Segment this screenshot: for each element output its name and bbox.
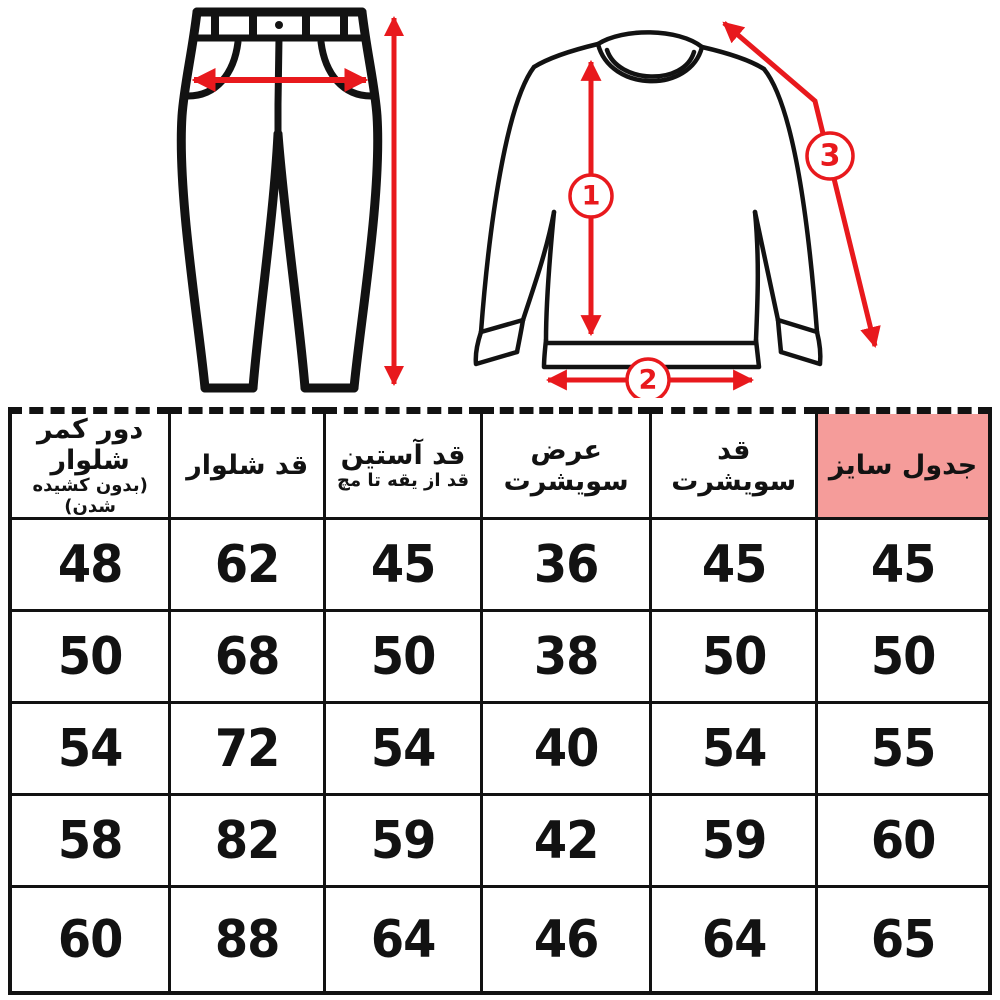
table-row	[10, 795, 990, 887]
header-sleeve-length: قد آستین قد از یقه تا مچ	[325, 411, 482, 519]
size-table	[8, 407, 992, 995]
marker-1-label: 1	[581, 180, 601, 212]
pants-icon	[148, 4, 410, 396]
cell-value: 48	[10, 519, 170, 611]
cell-value: 42	[481, 795, 651, 887]
header-size-chart: جدول سایز	[817, 411, 990, 519]
cell-value: 45	[325, 519, 482, 611]
header-row	[10, 411, 990, 519]
marker-2-label: 2	[638, 364, 658, 396]
header-pants-waist: دور کمر شلوار (بدون کشیده شدن)	[10, 411, 170, 519]
cell-value: 40	[481, 703, 651, 795]
cell-value: 54	[10, 703, 170, 795]
cell-value: 54	[651, 703, 817, 795]
cell-value: 62	[170, 519, 325, 611]
measurement-diagrams	[0, 0, 1000, 404]
sweatshirt-outline	[476, 32, 821, 367]
cell-value: 54	[325, 703, 482, 795]
cell-value: 50	[325, 611, 482, 703]
cell-value: 45	[651, 519, 817, 611]
header-sweatshirt-width: عرض سویشرت	[481, 411, 651, 519]
cell-value: 82	[170, 795, 325, 887]
cell-value: 58	[10, 795, 170, 887]
cell-value: 64	[651, 887, 817, 993]
cell-size: 65	[817, 887, 990, 993]
table-row	[10, 887, 990, 993]
cell-size: 60	[817, 795, 990, 887]
cell-value: 88	[170, 887, 325, 993]
table-row	[10, 611, 990, 703]
cell-value: 60	[10, 887, 170, 993]
cell-value: 50	[651, 611, 817, 703]
cell-value: 36	[481, 519, 651, 611]
cell-value: 46	[481, 887, 651, 993]
cell-value: 68	[170, 611, 325, 703]
header-pants-length: قد شلوار	[170, 411, 325, 519]
pants-outline	[181, 12, 377, 388]
cell-size: 45	[817, 519, 990, 611]
cell-value: 38	[481, 611, 651, 703]
cell-value: 72	[170, 703, 325, 795]
cell-size: 50	[817, 611, 990, 703]
table-row	[10, 703, 990, 795]
header-sweatshirt-length: قد سویشرت	[651, 411, 817, 519]
sweatshirt-icon	[458, 6, 898, 398]
cell-size: 55	[817, 703, 990, 795]
cell-value: 50	[10, 611, 170, 703]
cell-value: 64	[325, 887, 482, 993]
table-row	[10, 519, 990, 611]
marker-3-label: 3	[819, 138, 841, 174]
cell-value: 59	[651, 795, 817, 887]
cell-value: 59	[325, 795, 482, 887]
